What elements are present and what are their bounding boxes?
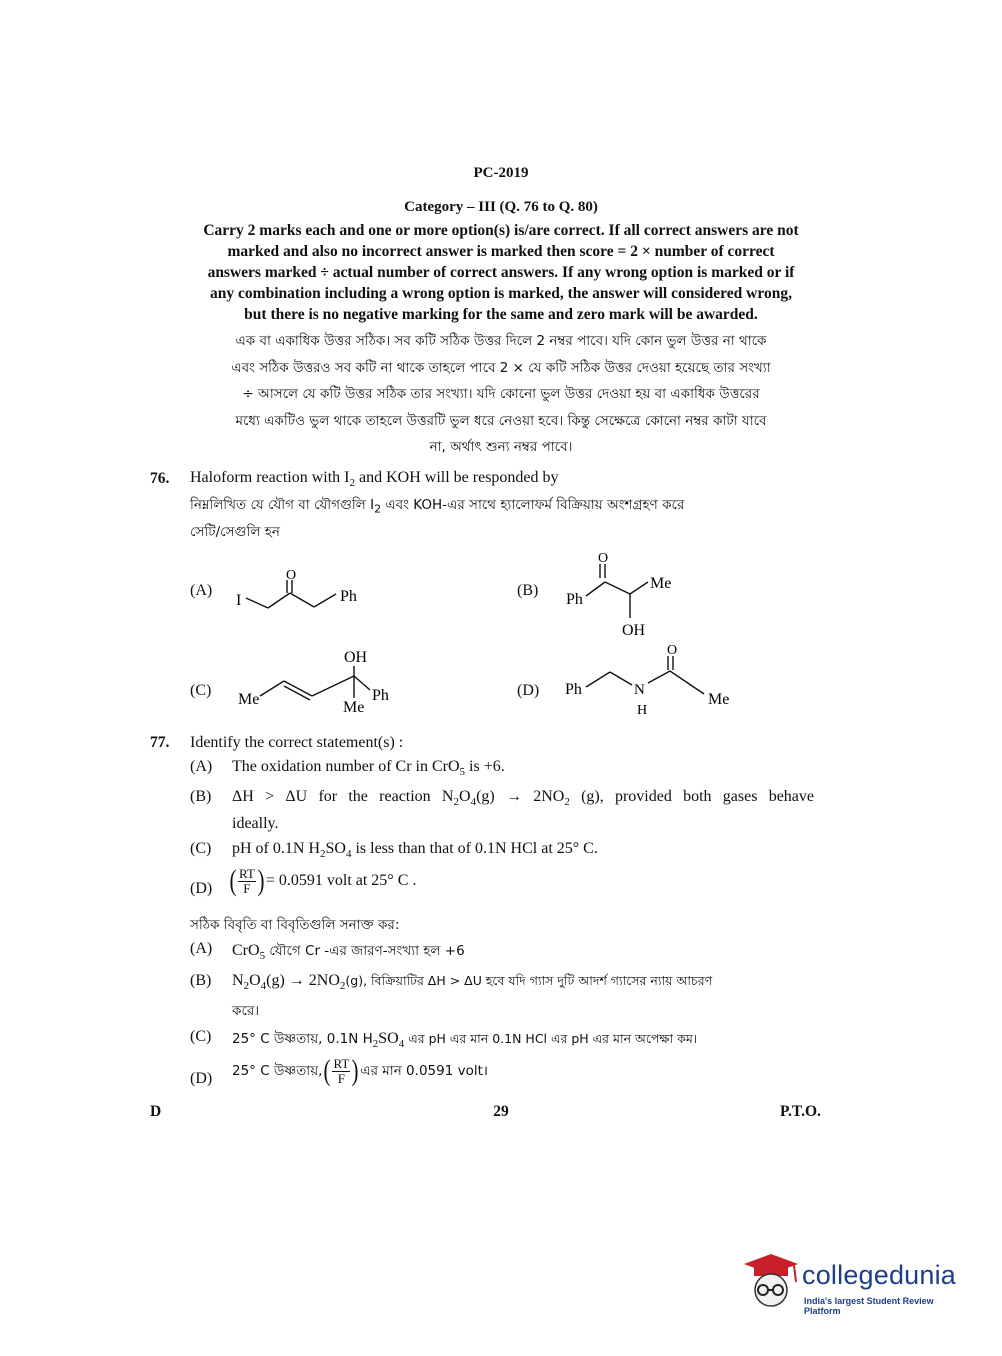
text-part: (g), provided both gases behave bbox=[569, 788, 815, 805]
q76-question-en bbox=[190, 469, 559, 489]
q77-option-a-label-en: (A) bbox=[190, 758, 213, 775]
q77-option-d-label-bn: (D) bbox=[190, 1070, 213, 1087]
instruction-line: answers marked ÷ actual number of correct answers. If any wrong option is marked or if bbox=[207, 264, 795, 281]
text-part: O bbox=[249, 972, 261, 989]
q76-bn-sub: 2 bbox=[374, 502, 382, 516]
atom-label: H bbox=[637, 703, 648, 718]
text-sub: 4 bbox=[260, 980, 267, 993]
instructions-en bbox=[140, 220, 862, 325]
q76-option-d-structure bbox=[560, 638, 740, 718]
q77-option-d-label-en: (D) bbox=[190, 880, 213, 897]
bond-lines bbox=[586, 656, 704, 694]
atom-label: OH bbox=[622, 622, 646, 639]
q77-option-b-text-bn bbox=[232, 972, 817, 993]
q77-option-d-text-bn bbox=[232, 1056, 488, 1086]
q76-text-pre: Haloform reaction with I bbox=[190, 469, 350, 486]
text-sub: 2 bbox=[243, 980, 250, 993]
q77-option-b-text-bn-line2: করে। bbox=[232, 1003, 260, 1019]
fraction-denominator: F bbox=[243, 880, 251, 896]
q77-option-c-text-en bbox=[232, 840, 598, 860]
fraction-denominator: F bbox=[337, 1070, 345, 1086]
paren-open: ( bbox=[323, 1054, 331, 1087]
q76-question-bn-line1 bbox=[190, 494, 830, 517]
q77-option-d-text-en bbox=[228, 866, 416, 896]
q76-number: 76. bbox=[150, 470, 170, 487]
bond-lines bbox=[260, 666, 370, 700]
instruction-line: Carry 2 marks each and one or more option(s) is/are correct. If all correct answers are not bbox=[203, 222, 799, 239]
atom-label: Me bbox=[238, 691, 260, 708]
q77-option-c-text-bn bbox=[232, 1028, 817, 1051]
text-sub: 2 bbox=[339, 980, 346, 993]
q77-question-bn: সঠিক বিবৃতি বা বিবৃতিগুলি সনাক্ত কর: bbox=[190, 917, 400, 933]
footer-set-code: D bbox=[150, 1103, 162, 1120]
q76-bn-pre: নিম্নলিখিত যে যৌগ বা যৌগগুলি I bbox=[190, 497, 375, 513]
text-sub: 4 bbox=[470, 796, 477, 809]
q77-option-c-label-en: (C) bbox=[190, 840, 212, 857]
q77-question-en: Identify the correct statement(s) : bbox=[190, 734, 404, 751]
text-sub: 2 bbox=[320, 848, 326, 861]
text-part: (g), বিক্রিয়াটির ΔH > ΔU হবে যদি গ্যাস দুটি আদর্শ গ্যাসের ন্যায় আচরণ bbox=[345, 973, 713, 988]
q77-option-b-label-en: (B) bbox=[190, 788, 212, 805]
atom-label: Me bbox=[708, 691, 730, 708]
q77-option-a-text-bn bbox=[232, 940, 465, 963]
text-part: N bbox=[232, 972, 244, 989]
text-sub: 4 bbox=[345, 848, 352, 861]
q76-option-b-label: (B) bbox=[517, 582, 539, 599]
atom-label: OH bbox=[344, 649, 368, 666]
fraction-numerator: RT bbox=[239, 865, 255, 881]
text-part: = 0.0591 volt at 25° C . bbox=[265, 872, 417, 889]
brand-tagline: India's largest Student Review Platform bbox=[804, 1296, 934, 1316]
text-part: এর pH এর মান 0.1N HCl এর pH এর মান অপেক্ষা কম। bbox=[404, 1031, 698, 1046]
instruction-bn-line: ÷ আসলে যে কটি উত্তর সঠিক তার সংখ্যা। যদি কোনো ভুল উত্তর দেওয়া হয় বা একাধিক উত্তরের bbox=[242, 386, 760, 402]
footer-page-number: 29 bbox=[493, 1103, 509, 1120]
atom-label: Ph bbox=[565, 681, 582, 698]
text-sub: 4 bbox=[398, 1038, 405, 1051]
q76-option-a-label: (A) bbox=[190, 582, 213, 599]
atom-label: Ph bbox=[340, 588, 357, 605]
atom-label: N bbox=[634, 682, 645, 698]
collegedunia-watermark bbox=[742, 1250, 972, 1316]
q77-option-b-text-en-line2: ideally. bbox=[232, 815, 279, 832]
brand-name: collegedunia bbox=[802, 1260, 957, 1290]
instruction-bn-line: না, অর্থাৎ শুন্য নম্বর পাবে। bbox=[429, 439, 573, 455]
paren-open: ( bbox=[229, 864, 237, 897]
q77-option-b-label-bn: (B) bbox=[190, 972, 212, 989]
text-part: is less than that of 0.1N HCl at 25° C. bbox=[351, 840, 598, 857]
text-sub: 5 bbox=[259, 950, 266, 963]
mascot-icon bbox=[742, 1250, 800, 1310]
text-sub: 2 bbox=[564, 796, 570, 809]
text-part: SO bbox=[325, 840, 346, 857]
q76-option-c-structure bbox=[232, 646, 407, 718]
q76-question-bn-line2: সেটি/সেগুলি হন bbox=[190, 524, 280, 540]
q76-option-c-label: (C) bbox=[190, 682, 212, 699]
q76-text-sub: 2 bbox=[349, 477, 355, 490]
fraction-numerator: RT bbox=[333, 1055, 350, 1071]
q77-option-a-label-bn: (A) bbox=[190, 940, 213, 957]
q76-option-a-structure bbox=[230, 560, 370, 610]
paren-close: ) bbox=[351, 1054, 359, 1087]
instruction-line: any combination including a wrong option is marked, the answer will considered wrong, bbox=[210, 285, 792, 302]
q77-option-a-text-en bbox=[232, 758, 505, 778]
atom-label: O bbox=[667, 643, 678, 658]
page-header-code: PC-2019 bbox=[473, 165, 529, 181]
text-part: (g) → 2NO bbox=[476, 788, 565, 805]
text-part: ΔH > ΔU for the reaction N bbox=[232, 788, 454, 805]
text-part: pH of 0.1N H bbox=[232, 840, 320, 857]
q77-option-c-label-bn: (C) bbox=[190, 1028, 212, 1045]
instruction-line: but there is no negative marking for the same and zero mark will be awarded. bbox=[244, 306, 758, 323]
q76-option-b-structure bbox=[560, 548, 690, 640]
q76-text-post: and KOH will be responded by bbox=[355, 469, 559, 486]
fraction bbox=[332, 1057, 350, 1086]
bond-lines bbox=[246, 580, 336, 608]
text-part: যৌগে Cr -এর জারণ-সংখ্যা হল +6 bbox=[265, 943, 465, 959]
text-part: 25° C উষ্ণতায়, bbox=[232, 1062, 323, 1079]
text-sub: 5 bbox=[459, 766, 466, 779]
atom-label: O bbox=[286, 568, 297, 583]
text-part: 25° C উষ্ণতায়, 0.1N H bbox=[232, 1031, 373, 1047]
instruction-line: marked and also no incorrect answer is marked then score = 2 × number of correct bbox=[227, 243, 775, 260]
q77-number: 77. bbox=[150, 734, 170, 751]
text-part: O bbox=[459, 788, 471, 805]
text-part: is +6. bbox=[465, 758, 505, 775]
atom-label: Me bbox=[650, 575, 672, 592]
instruction-bn-line: এবং সঠিক উত্তরও সব কটি না থাকে তাহলে পাবে 2 × যে কটি সঠিক উত্তর দেওয়া হয়েছে তার সংখ্যা bbox=[231, 359, 771, 376]
q77-option-b-text-en bbox=[232, 788, 814, 808]
text-part: CrO bbox=[232, 942, 260, 959]
atom-label: Me bbox=[343, 699, 365, 716]
text-part: The oxidation number of Cr in CrO bbox=[232, 758, 460, 775]
atom-label: Ph bbox=[566, 591, 583, 608]
paren-close: ) bbox=[257, 864, 265, 897]
text-sub: 2 bbox=[372, 1038, 379, 1051]
text-part: (g) → 2NO bbox=[266, 972, 340, 989]
q76-option-d-label: (D) bbox=[517, 682, 540, 699]
category-title: Category – III (Q. 76 to Q. 80) bbox=[404, 199, 598, 215]
instruction-bn-line: এক বা একাধিক উত্তর সঠিক। সব কটি সঠিক উত্তর দিলে 2 নম্বর পাবে। যদি কোন ভুল উত্তর না থাকে bbox=[235, 333, 767, 349]
text-sub: 2 bbox=[453, 796, 459, 809]
atom-label: Ph bbox=[372, 687, 389, 704]
text-part: SO bbox=[378, 1030, 399, 1047]
bond-lines bbox=[586, 564, 648, 618]
instructions-bn bbox=[150, 328, 852, 461]
atom-label: I bbox=[236, 592, 242, 609]
text-part: এর মান 0.0591 volt। bbox=[360, 1062, 488, 1079]
atom-label: O bbox=[598, 551, 609, 566]
footer-pto: P.T.O. bbox=[780, 1103, 821, 1120]
instruction-bn-line: মধ্যে একটিও ভুল থাকে তাহলে উত্তরটি ভুল ধরে নেওয়া হবে। কিন্তু সেক্ষেত্রে কোনো নম্বর কাটা যাবে bbox=[235, 412, 767, 429]
fraction bbox=[238, 867, 256, 896]
q76-bn-post: এবং KOH-এর সাথে হ্যালোফর্ম বিক্রিয়ায় অংশগ্রহণ করে bbox=[381, 497, 685, 513]
